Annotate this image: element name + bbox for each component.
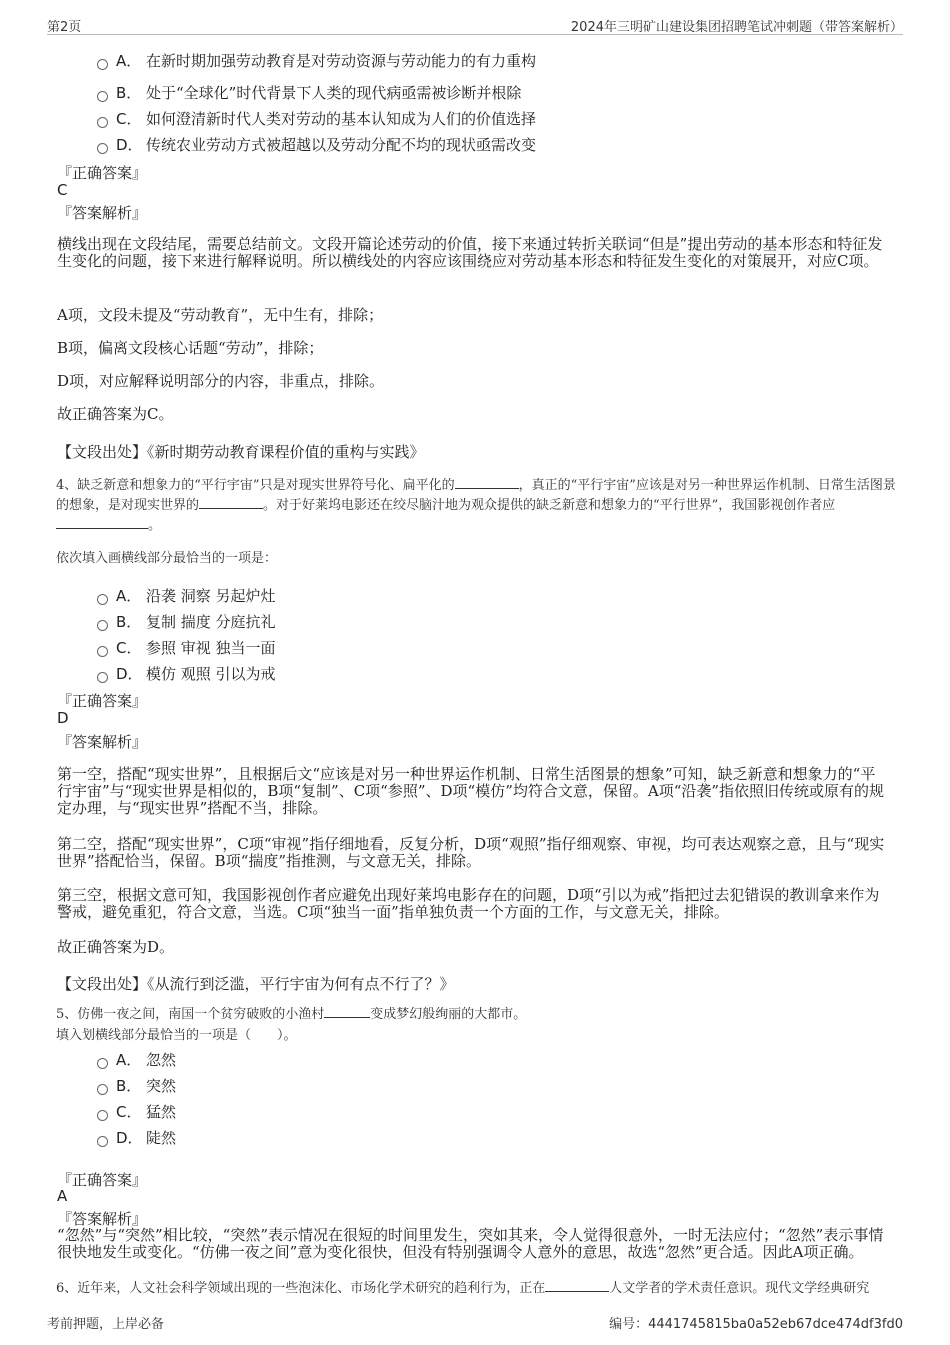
fill-blank [199, 496, 263, 509]
question-prompt: 依次填入画横线部分最恰当的一项是： [56, 551, 278, 566]
source-citation: 【文段出处】《从流行到泛滥，平行宇宙为何有点不行了？》 [57, 975, 455, 993]
q5-option-a[interactable]: A． 忽然 [97, 1049, 176, 1071]
radio-icon[interactable] [97, 620, 108, 631]
q5-option-d[interactable]: D． 陡然 [97, 1127, 176, 1149]
q3-option-a[interactable]: A． 在新时期加强劳动教育是对劳动资源与劳动能力的有力重构 [97, 50, 536, 72]
radio-icon[interactable] [97, 117, 108, 128]
document-id: 编号：4441745815ba0a52eb67dce474df3fd0 [609, 1317, 903, 1332]
analysis-label: 『答案解析』 [57, 1210, 148, 1228]
analysis-paragraph: 第二空，搭配“现实世界”，C项“审视”指仔细地看，反复分析，D项“观照”指仔细观察、审视，均可表达观察之意，且与“现实世界”搭配恰当，保留。B项“揣度”指推测，与文意无关，排除。 [57, 835, 885, 870]
radio-icon[interactable] [97, 672, 108, 683]
q4-option-b[interactable]: B． 复制 揣度 分庭抗礼 [97, 611, 276, 633]
radio-icon[interactable] [97, 1084, 108, 1095]
radio-icon[interactable] [97, 646, 108, 657]
radio-icon[interactable] [97, 1058, 108, 1069]
analysis-conclusion: 故正确答案为D。 [57, 938, 175, 956]
fill-blank [324, 1005, 370, 1018]
fill-blank [545, 1279, 609, 1292]
q5-option-b[interactable]: B． 突然 [97, 1075, 176, 1097]
question-stem: 5、仿佛一夜之间，南国一个贫穷破败的小渔村 变成梦幻般绚丽的大都市。 [56, 1007, 527, 1022]
radio-icon[interactable] [97, 59, 108, 70]
answer-value: C [57, 181, 68, 199]
question-prompt: 填入划横线部分最恰当的一项是（ ）。 [56, 1028, 297, 1043]
page-footer [47, 1311, 903, 1331]
radio-icon[interactable] [97, 594, 108, 605]
answer-value: D [57, 709, 69, 727]
answer-label: 『正确答案』 [57, 164, 148, 182]
q3-option-c[interactable]: C． 如何澄清新时代人类对劳动的基本认知成为人们的价值选择 [97, 108, 536, 130]
fill-blank [455, 476, 519, 489]
analysis-paragraph: A项，文段未提及“劳动教育”，无中生有，排除； [57, 306, 384, 324]
answer-label: 『正确答案』 [57, 692, 148, 710]
radio-icon[interactable] [97, 143, 108, 154]
question-stem: 4、缺乏新意和想象力的“平行宇宙”只是对现实世界符号化、扁平化的 ，真正的“平行宇宙”应该是对另一种世界运作机制、日常生活图景的想象，是对现实世界的 。对于好莱坞电影还在绞尽脑汁地为观众提供的缺乏新意和想象力的“平行世界”，我国影视创作者应。 [56, 478, 896, 533]
q4-option-c[interactable]: C． 参照 审视 独当一面 [97, 637, 276, 659]
answer-value: A [57, 1187, 68, 1205]
analysis-paragraph: 第三空，根据文意可知，我国影视创作者应避免出现好莱坞电影存在的问题，D项“引以为戒”指把过去犯错误的教训拿来作为警戒，避免重犯，符合文意，当选。C项“独当一面”指单独负责一个方面的工作，与文意无关，排除。 [57, 886, 880, 921]
analysis-paragraph: “忽然”与“突然”相比较，“突然”表示情况在很短的时间里发生，突如其来，令人觉得很意外，一时无法应付；“忽然”表示事情很快地发生或变化。“仿佛一夜之间”意为变化很快，但没有特别强调令人意外的意思，故选“忽然”更合适。因此A项正确。 [57, 1226, 884, 1261]
radio-icon[interactable] [97, 1136, 108, 1147]
q4-option-a[interactable]: A． 沿袭 洞察 另起炉灶 [97, 585, 276, 607]
q3-option-d[interactable]: D． 传统农业劳动方式被超越以及劳动分配不均的现状亟需改变 [97, 134, 536, 156]
analysis-conclusion: 故正确答案为C。 [57, 405, 174, 423]
footer-slogan: 考前押题，上岸必备 [47, 1317, 165, 1332]
analysis-label: 『答案解析』 [57, 733, 148, 751]
q3-option-b[interactable]: B． 处于“全球化”时代背景下人类的现代病亟需被诊断并根除 [97, 82, 521, 104]
source-citation: 【文段出处】《新时期劳动教育课程价值的重构与实践》 [57, 443, 425, 461]
page-number: 第2页 [47, 20, 82, 35]
analysis-paragraph: D项，对应解释说明部分的内容，非重点，排除。 [57, 372, 385, 390]
answer-label: 『正确答案』 [57, 1171, 148, 1189]
question-stem: 6、近年来，人文社会科学领域出现的一些泡沫化、市场化学术研究的趋利行为，正在 人文学者的学术责任意识。现代文学经典研究 [56, 1281, 870, 1296]
radio-icon[interactable] [97, 1110, 108, 1121]
analysis-paragraph: B项，偏离文段核心话题“劳动”，排除； [57, 339, 324, 357]
analysis-paragraph: 第一空，搭配“现实世界”，且根据后文“应该是对另一种世界运作机制、日常生活图景的想象”可知，缺乏新意和想象力的“平行宇宙”与“现实世界是相似的，B项“复制”、C项“参照”、D项“模仿”均符合文意，保留。A项“沿袭”指依照旧传统或原有的规定办理，与“现实世界”搭配不当，排除。 [57, 765, 885, 817]
radio-icon[interactable] [97, 91, 108, 102]
q5-option-c[interactable]: C． 猛然 [97, 1101, 176, 1123]
q4-option-d[interactable]: D． 模仿 观照 引以为戒 [97, 663, 276, 685]
analysis-paragraph: 横线出现在文段结尾，需要总结前文。文段开篇论述劳动的价值，接下来通过转折关联词“但是”提出劳动的基本形态和特征发生变化的问题，接下来进行解释说明。所以横线处的内容应该围绕应对劳动基本形态和特征发生变化的对策展开，对应C项。 [57, 235, 883, 270]
document-title: 2024年三明矿山建设集团招聘笔试冲刺题（带答案解析） [570, 20, 903, 35]
page-header [47, 14, 903, 35]
analysis-label: 『答案解析』 [57, 204, 148, 222]
fill-blank [56, 516, 148, 529]
